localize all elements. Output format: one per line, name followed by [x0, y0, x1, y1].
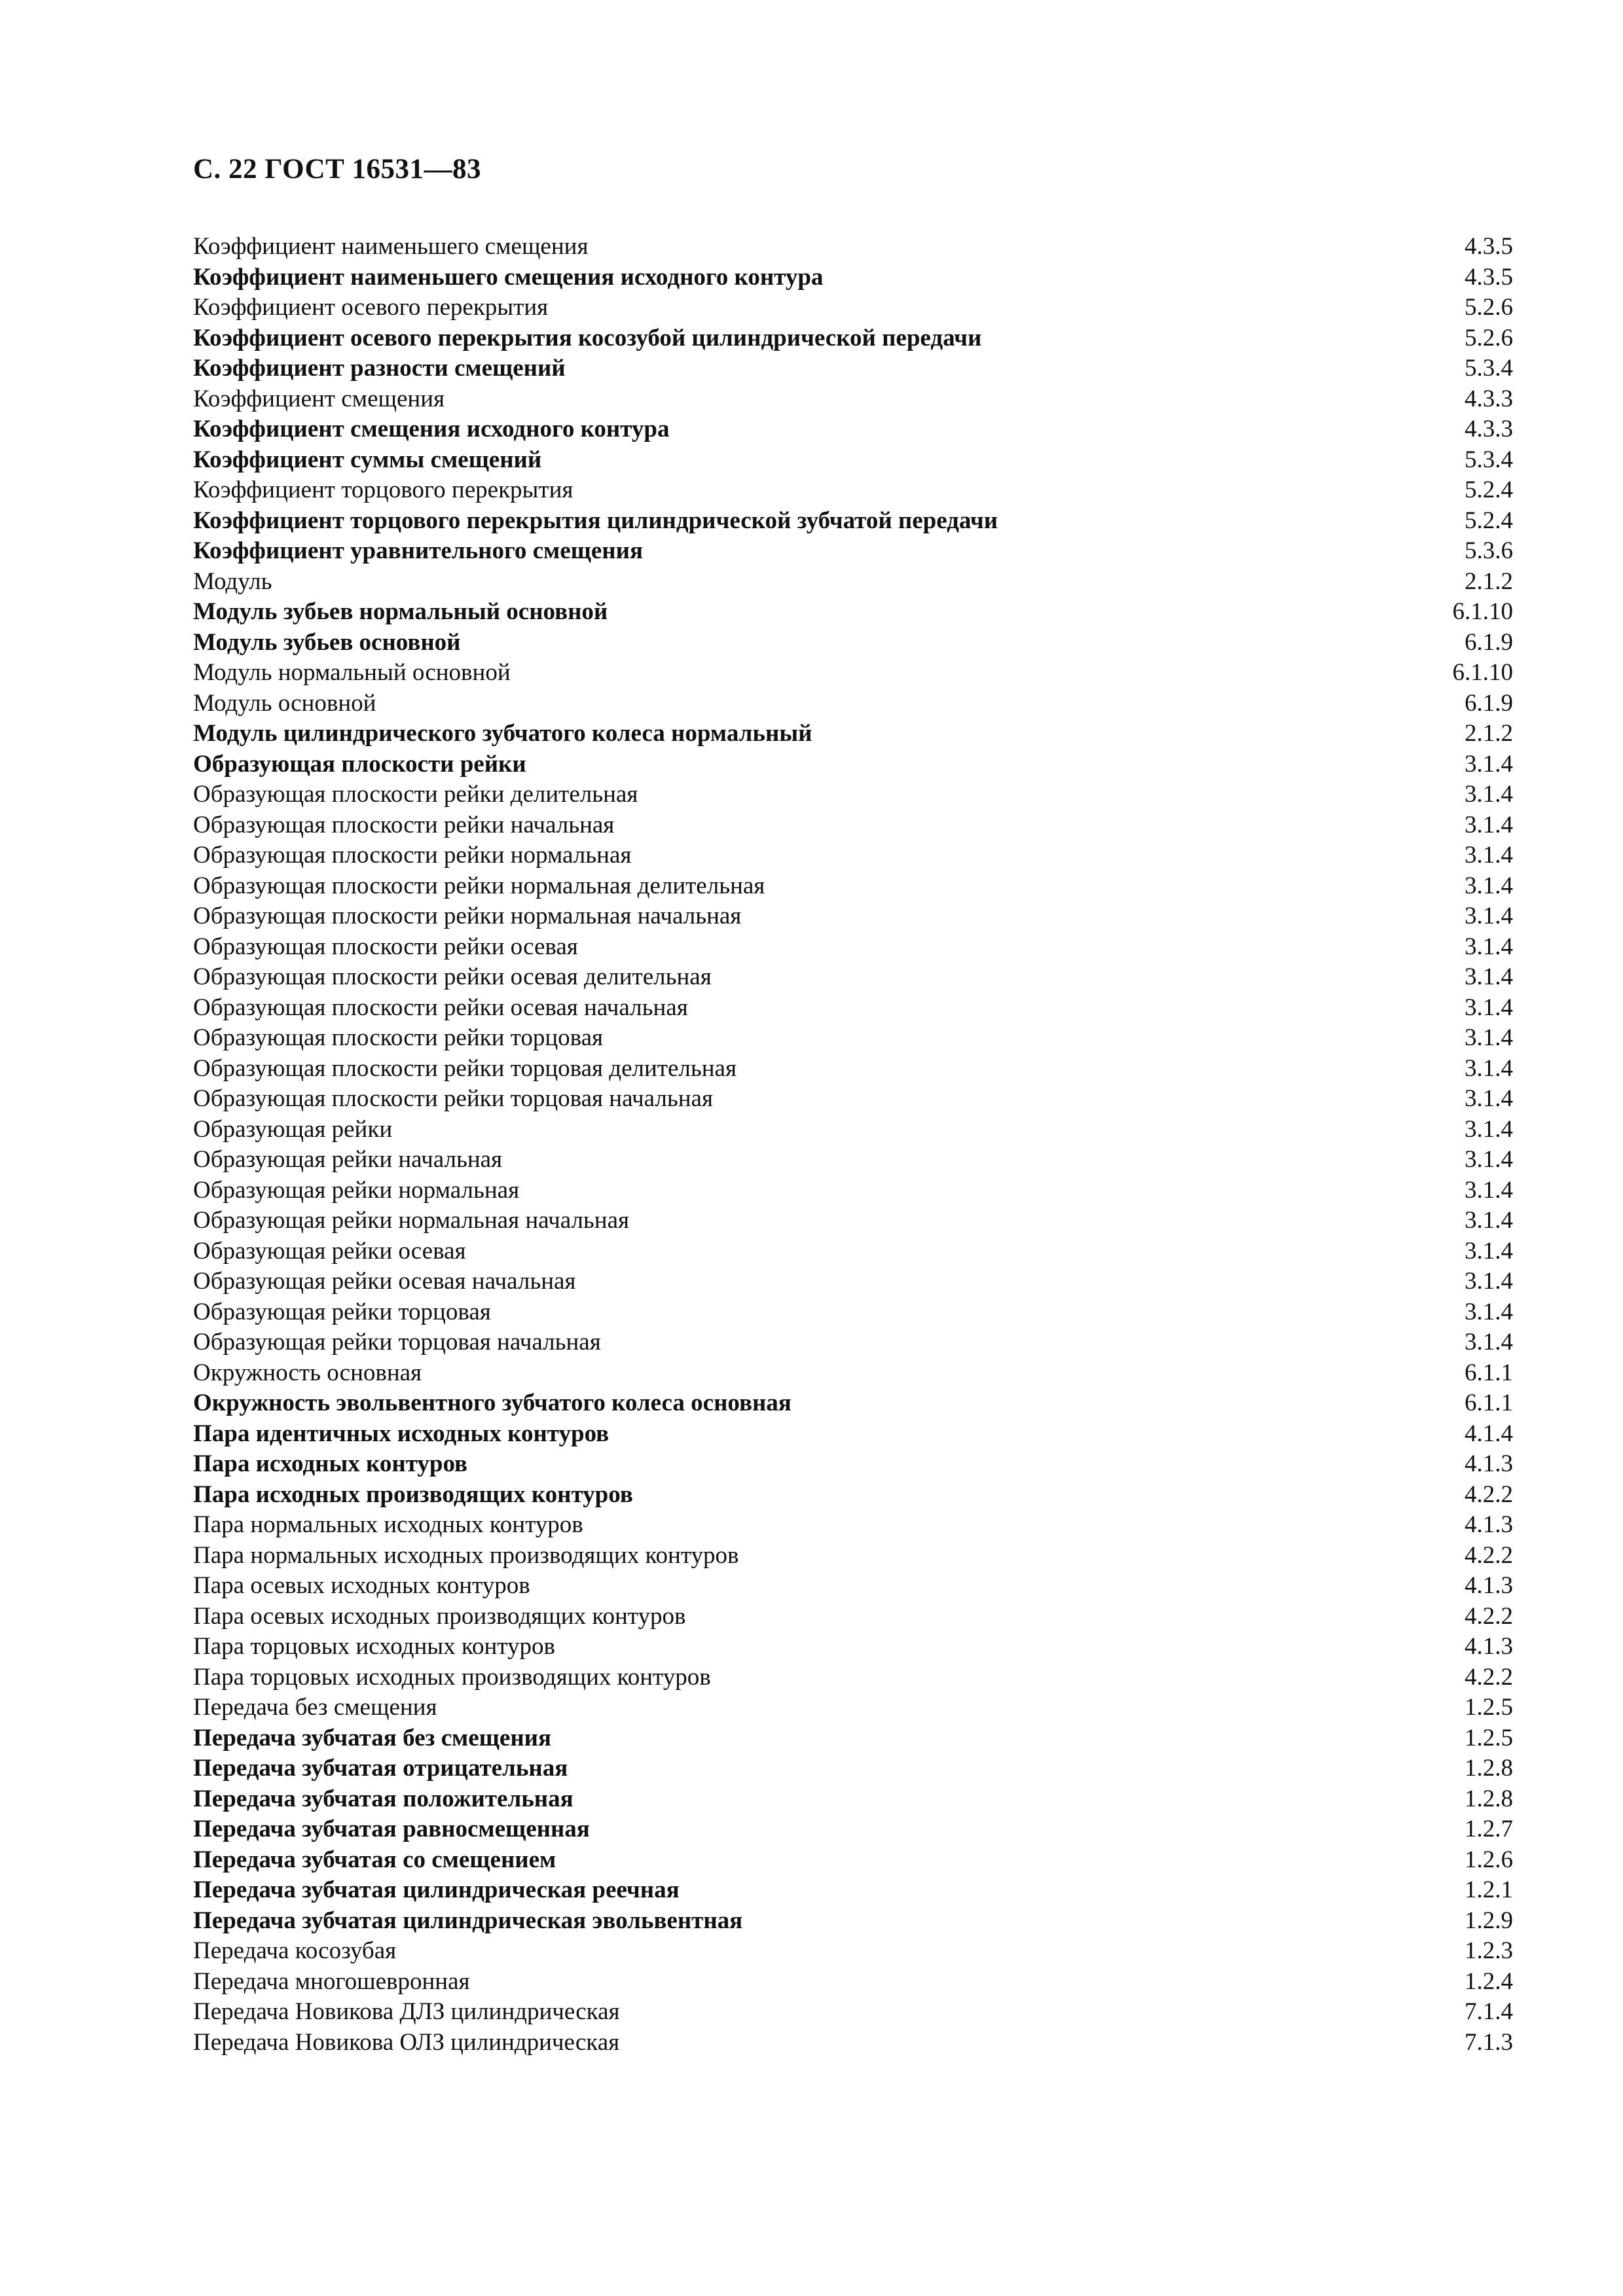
- index-term: Модуль нормальный основной: [193, 659, 511, 686]
- section-reference: 3.1.4: [1465, 1115, 1513, 1143]
- index-entry: [193, 1358, 1513, 1389]
- index-entry: [193, 1023, 1513, 1054]
- index-term: Модуль зубьев нормальный основной: [193, 598, 608, 625]
- index-term: Образующая плоскости рейки торцовая делительная: [193, 1054, 737, 1082]
- section-reference: 3.1.4: [1465, 1024, 1513, 1051]
- section-reference: 7.1.3: [1465, 2028, 1513, 2056]
- index-term: Образующая плоскости рейки нормальная: [193, 842, 632, 869]
- index-term: Пара осевых исходных контуров: [193, 1572, 530, 1599]
- index-entry: [193, 901, 1513, 932]
- index-term: Образующая плоскости рейки нормальная делительная: [193, 872, 765, 899]
- term-index-list: [193, 232, 1513, 2058]
- section-reference: 3.1.4: [1465, 842, 1513, 869]
- index-term: Передача Новикова ДЛЗ цилиндрическая: [193, 1998, 620, 2025]
- index-term: Образующая плоскости рейки осевая: [193, 933, 578, 960]
- index-term: Коэффициент уравнительного смещения: [193, 537, 643, 564]
- section-reference: 1.2.3: [1465, 1937, 1513, 1964]
- section-reference: 4.1.3: [1465, 1511, 1513, 1538]
- index-term: Образующая плоскости рейки начальная: [193, 811, 615, 838]
- index-term: Модуль цилиндрического зубчатого колеса нормальный: [193, 720, 812, 747]
- section-reference: 4.3.3: [1465, 385, 1513, 412]
- section-reference: 2.1.2: [1465, 720, 1513, 747]
- index-term: Модуль зубьев основной: [193, 628, 461, 656]
- section-reference: 3.1.4: [1465, 963, 1513, 990]
- index-term: Передача зубчатая отрицательная: [193, 1755, 568, 1782]
- index-term: Окружность эвольвентного зубчатого колеса основная: [193, 1390, 792, 1416]
- index-entry: [193, 840, 1513, 871]
- index-entry: [193, 1693, 1513, 1723]
- section-reference: 3.1.4: [1465, 1268, 1513, 1295]
- index-entry: [193, 1480, 1513, 1511]
- index-entry: [193, 1662, 1513, 1693]
- index-entry: [193, 293, 1513, 323]
- section-reference: 4.2.2: [1465, 1602, 1513, 1630]
- index-entry: [193, 1814, 1513, 1845]
- index-entry: [193, 749, 1513, 780]
- section-reference: 3.1.4: [1465, 1054, 1513, 1082]
- section-reference: 1.2.6: [1465, 1846, 1513, 1873]
- index-term: Передача зубчатая со смещением: [193, 1846, 556, 1873]
- index-entry: [193, 1632, 1513, 1662]
- index-term: Коэффициент торцового перекрытия цилиндрической зубчатой передачи: [193, 507, 998, 534]
- index-term: Коэффициент торцового перекрытия: [193, 476, 574, 503]
- index-entry: [193, 871, 1513, 902]
- section-reference: 3.1.4: [1465, 933, 1513, 960]
- index-entry: [193, 1510, 1513, 1541]
- index-term: Образующая плоскости рейки: [193, 750, 526, 778]
- index-term: Пара нормальных исходных контуров: [193, 1511, 583, 1538]
- section-reference: 1.2.8: [1465, 1785, 1513, 1812]
- index-entry: [193, 445, 1513, 476]
- index-entry: [193, 1602, 1513, 1632]
- section-reference: 3.1.4: [1465, 994, 1513, 1021]
- index-term: Образующая рейки нормальная начальная: [193, 1207, 630, 1234]
- index-term: Передача зубчатая без смещения: [193, 1724, 551, 1751]
- section-reference: 5.2.4: [1465, 507, 1513, 534]
- index-entry: [193, 323, 1513, 354]
- index-term: Коэффициент суммы смещений: [193, 446, 542, 473]
- index-term: Модуль основной: [193, 689, 376, 717]
- index-term: Передача косозубая: [193, 1937, 397, 1964]
- index-entry: [193, 2028, 1513, 2058]
- section-reference: 1.2.5: [1465, 1694, 1513, 1721]
- section-reference: 1.2.8: [1465, 1755, 1513, 1782]
- index-term: Образующая плоскости рейки делительная: [193, 781, 638, 808]
- section-reference: 4.1.4: [1465, 1420, 1513, 1447]
- index-term: Пара торцовых исходных производящих контуров: [193, 1663, 711, 1691]
- index-entry: [193, 232, 1513, 262]
- index-term: Образующая плоскости рейки осевая начальная: [193, 994, 688, 1021]
- index-term: Модуль: [193, 567, 272, 595]
- index-term: Коэффициент осевого перекрытия косозубой цилиндрической передачи: [193, 324, 982, 351]
- section-reference: 4.3.3: [1465, 416, 1513, 442]
- section-reference: 4.2.2: [1465, 1663, 1513, 1691]
- index-entry: [193, 1784, 1513, 1815]
- index-term: Передача без смещения: [193, 1694, 437, 1721]
- section-reference: 4.1.3: [1465, 1633, 1513, 1660]
- index-entry: [193, 1845, 1513, 1876]
- index-term: Образующая рейки торцовая начальная: [193, 1329, 601, 1355]
- section-reference: 7.1.4: [1465, 1998, 1513, 2025]
- index-entry: [193, 1388, 1513, 1419]
- section-reference: 5.3.4: [1465, 446, 1513, 473]
- index-term: Образующая плоскости рейки нормальная начальная: [193, 903, 742, 929]
- section-reference: 1.2.7: [1465, 1816, 1513, 1842]
- section-reference: 2.1.2: [1465, 567, 1513, 595]
- index-term: Образующая рейки: [193, 1115, 393, 1143]
- index-entry: [193, 1115, 1513, 1145]
- index-term: Образующая плоскости рейки торцовая: [193, 1024, 604, 1051]
- section-reference: 3.1.4: [1465, 1329, 1513, 1355]
- section-reference: 3.1.4: [1465, 811, 1513, 838]
- index-entry: [193, 597, 1513, 628]
- index-entry: [193, 1206, 1513, 1236]
- section-reference: 5.3.4: [1465, 355, 1513, 382]
- index-entry: [193, 1266, 1513, 1297]
- section-reference: 4.1.3: [1465, 1572, 1513, 1599]
- index-entry: [193, 1967, 1513, 1998]
- section-reference: 5.2.6: [1465, 294, 1513, 321]
- index-term: Коэффициент смещения исходного контура: [193, 416, 670, 442]
- index-term: Коэффициент осевого перекрытия: [193, 294, 549, 321]
- section-reference: 3.1.4: [1465, 750, 1513, 778]
- index-entry: [193, 1753, 1513, 1784]
- index-entry: [193, 1327, 1513, 1358]
- index-entry: [193, 1541, 1513, 1571]
- section-reference: 4.3.5: [1465, 263, 1513, 291]
- index-entry: [193, 658, 1513, 689]
- index-term: Образующая рейки нормальная: [193, 1176, 520, 1204]
- section-reference: 3.1.4: [1465, 1207, 1513, 1234]
- index-entry: [193, 262, 1513, 293]
- section-reference: 5.3.6: [1465, 537, 1513, 564]
- index-entry: [193, 719, 1513, 749]
- section-reference: 3.1.4: [1465, 1298, 1513, 1325]
- index-term: Передача зубчатая цилиндрическая эвольвентная: [193, 1907, 743, 1934]
- section-reference: 6.1.1: [1465, 1390, 1513, 1416]
- section-reference: 4.2.2: [1465, 1541, 1513, 1569]
- section-reference: 6.1.10: [1452, 659, 1513, 686]
- index-entry: [193, 1297, 1513, 1328]
- index-entry: [193, 506, 1513, 537]
- index-term: Образующая рейки осевая начальная: [193, 1268, 576, 1295]
- index-term: Коэффициент смещения: [193, 385, 445, 412]
- index-entry: [193, 353, 1513, 384]
- index-entry: [193, 475, 1513, 506]
- index-entry: [193, 1936, 1513, 1967]
- index-term: Пара нормальных исходных производящих контуров: [193, 1541, 739, 1569]
- index-entry: [193, 1236, 1513, 1267]
- section-reference: 3.1.4: [1465, 903, 1513, 929]
- index-term: Образующая плоскости рейки осевая делительная: [193, 963, 712, 990]
- section-reference: 6.1.10: [1452, 598, 1513, 625]
- index-entry: [193, 414, 1513, 445]
- section-reference: 3.1.4: [1465, 1237, 1513, 1265]
- index-entry: [193, 536, 1513, 567]
- index-term: Образующая рейки начальная: [193, 1146, 503, 1173]
- index-entry: [193, 1449, 1513, 1480]
- index-entry: [193, 1906, 1513, 1937]
- section-reference: 1.2.9: [1465, 1907, 1513, 1934]
- section-reference: 5.2.4: [1465, 476, 1513, 503]
- index-term: Окружность основная: [193, 1359, 422, 1386]
- index-entry: [193, 1145, 1513, 1175]
- section-reference: 4.3.5: [1465, 233, 1513, 260]
- index-entry: [193, 1084, 1513, 1115]
- index-entry: [193, 1419, 1513, 1450]
- section-reference: 5.2.6: [1465, 324, 1513, 351]
- index-term: Передача многошевронная: [193, 1967, 470, 1995]
- index-entry: [193, 1997, 1513, 2028]
- index-entry: [193, 810, 1513, 841]
- section-reference: 6.1.9: [1465, 689, 1513, 717]
- index-entry: [193, 384, 1513, 415]
- index-term: Пара осевых исходных производящих контуров: [193, 1602, 686, 1630]
- section-reference: 6.1.9: [1465, 628, 1513, 656]
- index-entry: [193, 780, 1513, 810]
- index-entry: [193, 1875, 1513, 1906]
- section-reference: 1.2.5: [1465, 1724, 1513, 1751]
- index-entry: [193, 962, 1513, 993]
- section-reference: 3.1.4: [1465, 1085, 1513, 1112]
- section-reference: 3.1.4: [1465, 872, 1513, 899]
- index-term: Образующая рейки торцовая: [193, 1298, 491, 1325]
- index-entry: [193, 993, 1513, 1024]
- index-term: Пара исходных производящих контуров: [193, 1480, 633, 1508]
- section-reference: 6.1.1: [1465, 1359, 1513, 1386]
- index-entry: [193, 1571, 1513, 1602]
- index-entry: [193, 628, 1513, 658]
- index-term: Пара торцовых исходных контуров: [193, 1633, 555, 1660]
- index-term: Передача зубчатая цилиндрическая реечная: [193, 1876, 680, 1903]
- section-reference: 3.1.4: [1465, 781, 1513, 808]
- section-reference: 1.2.4: [1465, 1967, 1513, 1995]
- index-entry: [193, 1175, 1513, 1206]
- section-reference: 3.1.4: [1465, 1146, 1513, 1173]
- index-term: Передача зубчатая положительная: [193, 1785, 574, 1812]
- page-header: С. 22 ГОСТ 16531—83: [193, 154, 482, 185]
- section-reference: 4.2.2: [1465, 1480, 1513, 1508]
- index-term: Коэффициент разности смещений: [193, 355, 566, 382]
- index-term: Коэффициент наименьшего смещения исходного контура: [193, 263, 824, 291]
- index-entry: [193, 689, 1513, 719]
- index-term: Пара идентичных исходных контуров: [193, 1420, 610, 1447]
- section-reference: 4.1.3: [1465, 1450, 1513, 1477]
- index-entry: [193, 1054, 1513, 1085]
- section-reference: 3.1.4: [1465, 1176, 1513, 1204]
- index-entry: [193, 932, 1513, 963]
- index-term: Образующая плоскости рейки торцовая начальная: [193, 1085, 713, 1112]
- index-term: Образующая рейки осевая: [193, 1237, 466, 1265]
- section-reference: 1.2.1: [1465, 1876, 1513, 1903]
- index-term: Коэффициент наименьшего смещения: [193, 233, 589, 260]
- index-entry: [193, 1723, 1513, 1754]
- index-term: Пара исходных контуров: [193, 1450, 468, 1477]
- index-term: Передача зубчатая равносмещенная: [193, 1816, 590, 1842]
- index-term: Передача Новикова ОЛЗ цилиндрическая: [193, 2028, 620, 2056]
- index-entry: [193, 567, 1513, 598]
